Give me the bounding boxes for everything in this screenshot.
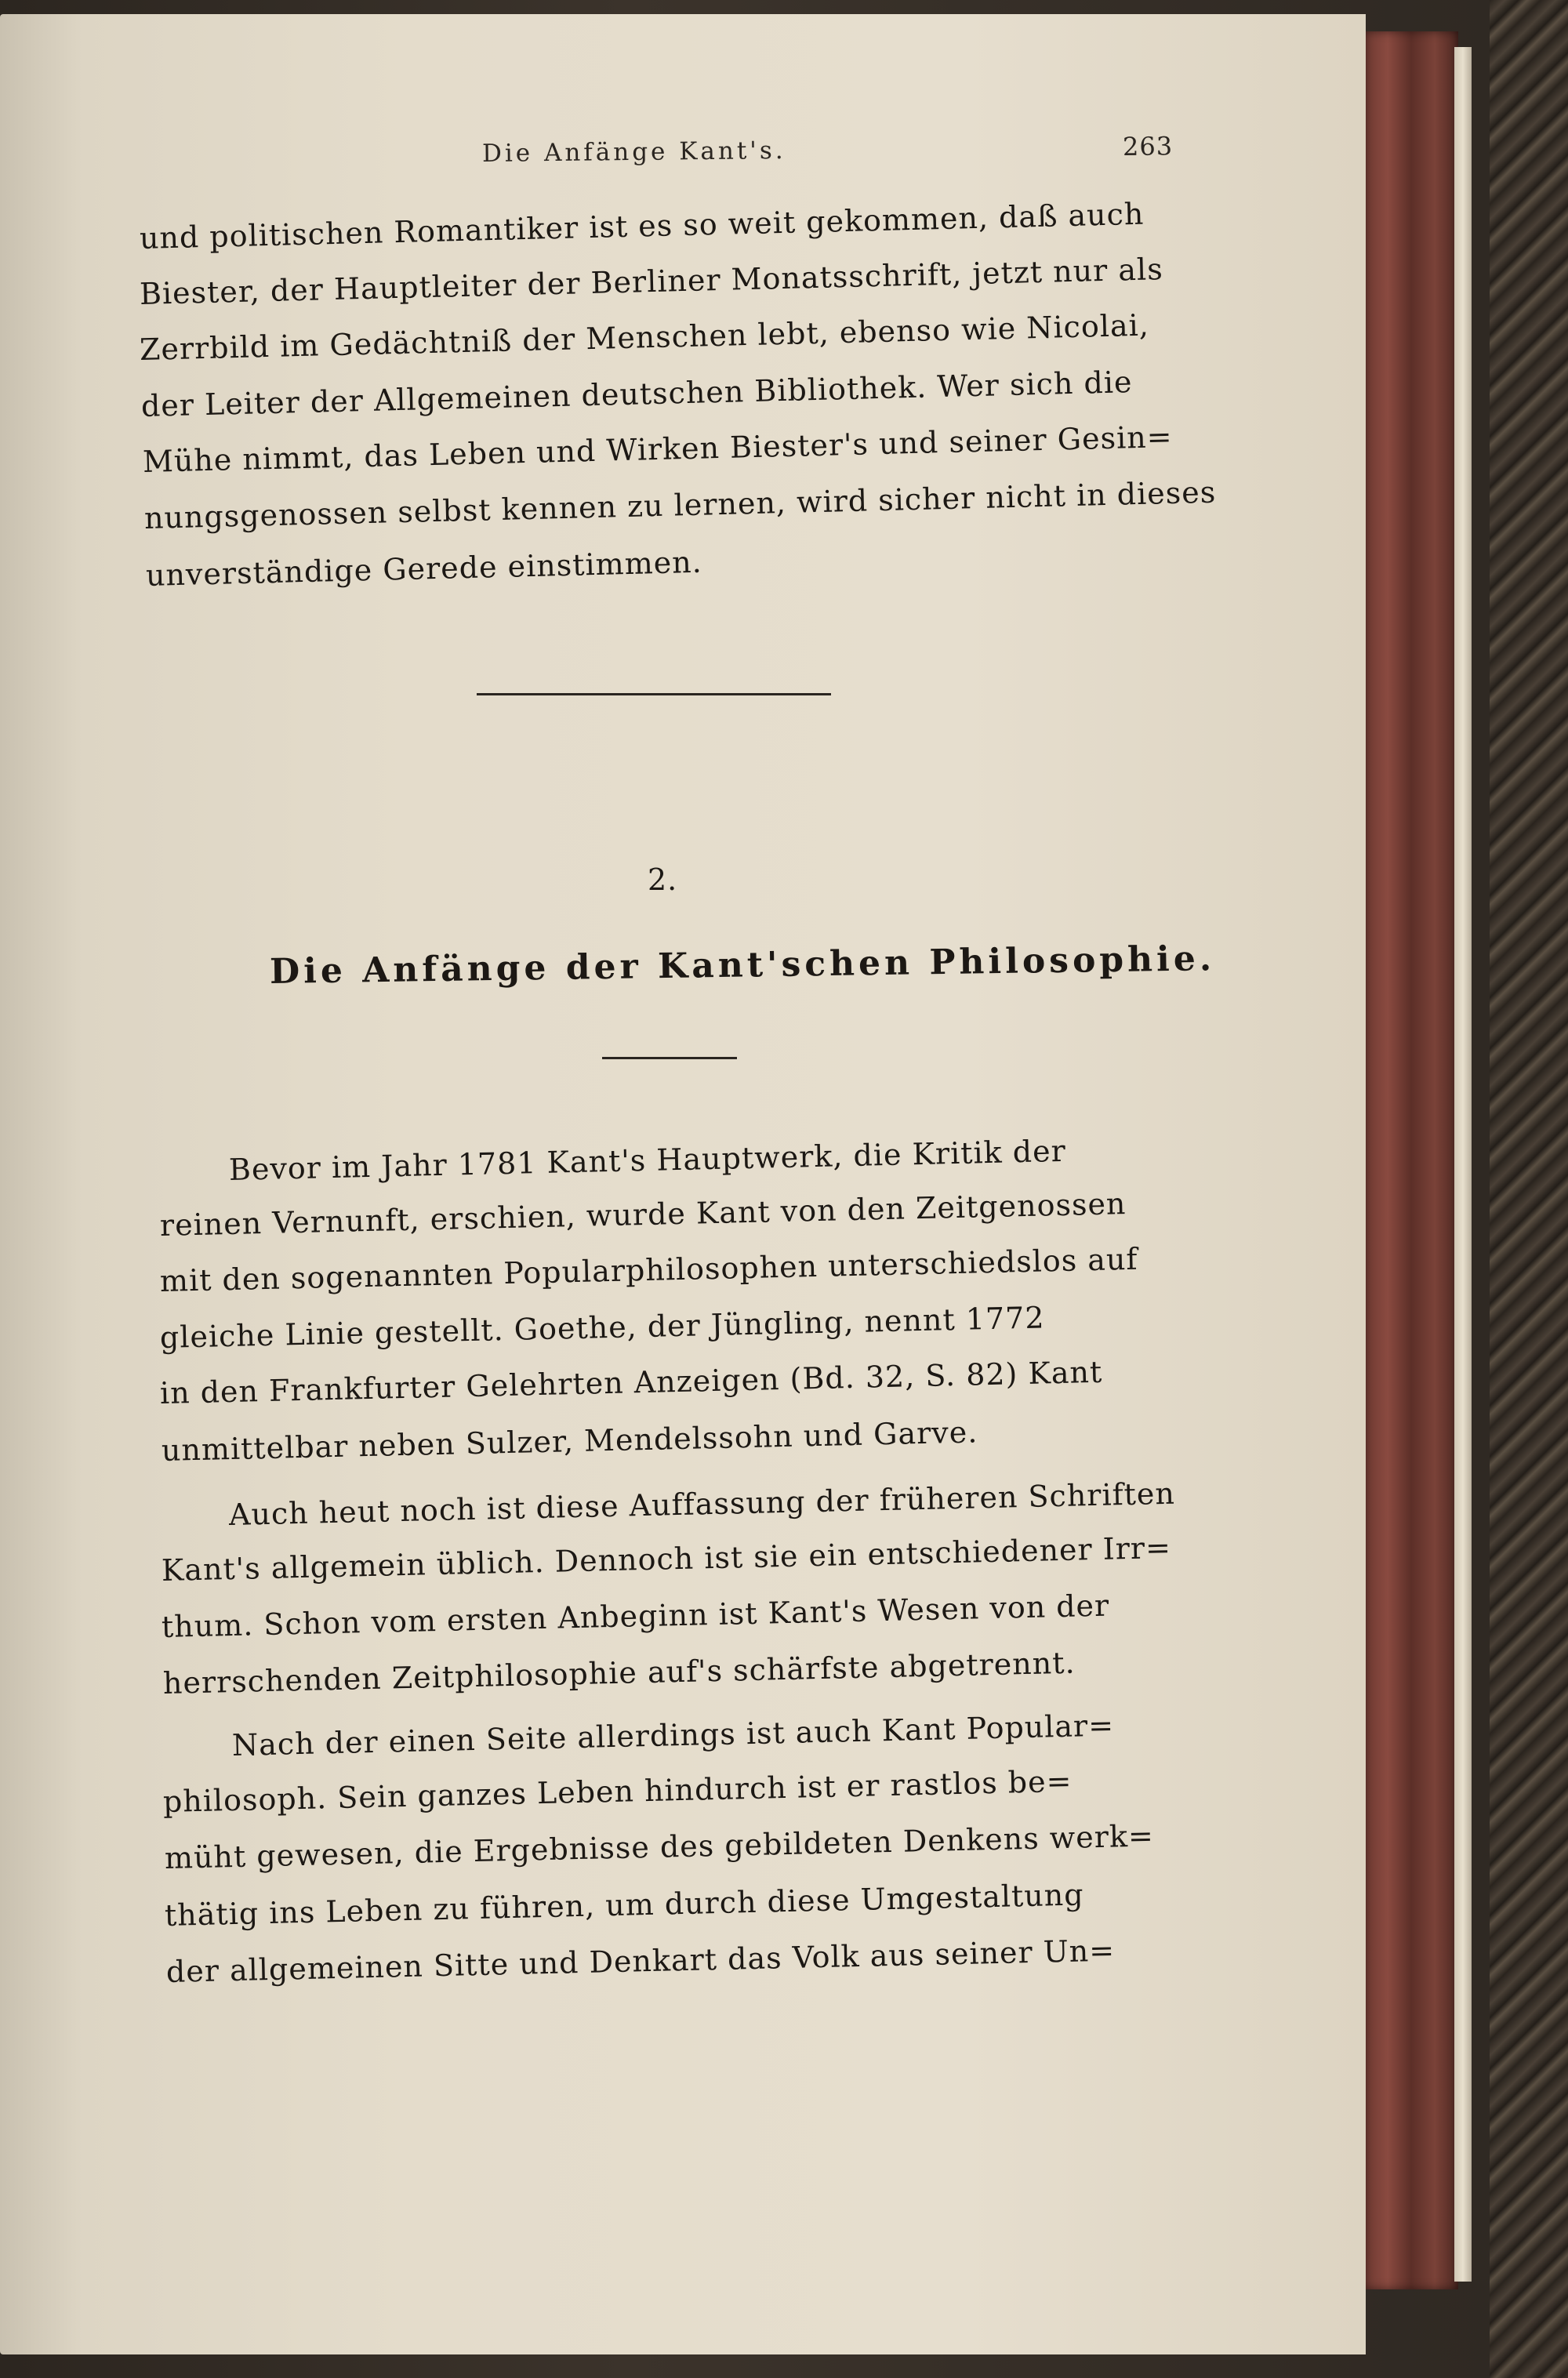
text-line: in den Frankfurter Gelehrten Anzeigen (Bd. 32, S. 82) Kant [159,1354,1103,1410]
text-line: thum. Schon vom ersten Anbeginn ist Kant's Wesen von der [161,1588,1110,1644]
text-line: mit den sogenannten Popularphilosophen unterschiedslos auf [159,1241,1138,1298]
text-line: Nach der einen Seite allerdings ist auch Kant Popular= [231,1708,1115,1763]
text-line: müht gewesen, die Ergebnisse des gebildeten Denkens werk= [164,1818,1155,1875]
text-line: der allgemeinen Sitte und Denkart das Volk aus seiner Un= [165,1933,1116,1989]
text-line: reinen Vernunft, erschien, wurde Kant von den Zeitgenossen [159,1186,1127,1243]
text-line: der Leiter der Allgemeinen deutschen Bibliothek. Wer sich die [140,365,1133,423]
text-line: gleiche Linie gestellt. Goethe, der Jüngling, nennt 1772 [159,1300,1045,1355]
text-line: unverständige Gerede einstimmen. [145,544,703,593]
text-line: Zerrbild im Gedächtniß der Menschen lebt, ebenso wie Nicolai, [139,307,1150,367]
text-line: thätig ins Leben zu führen, um durch diese Umgestaltung [164,1877,1085,1933]
page-block-edge [1364,31,1458,2289]
book-page [0,14,1366,2354]
running-title: Die Anfänge Kant's. [481,136,786,168]
page-number: 263 [1122,131,1174,162]
text-line: und politischen Romantiker ist es so weit gekommen, daß auch [139,196,1145,256]
text-line: herrschenden Zeitphilosophie auf's schärfste abgetrennt. [162,1645,1076,1701]
marbled-book-cover [1490,0,1568,2378]
text-line: Kant's allgemein üblich. Dennoch ist sie ein entschiedener Irr= [161,1530,1172,1588]
text-line: nungsgenossen selbst kennen zu lernen, wird sicher nicht in dieses [143,474,1217,536]
text-line: Mühe nimmt, das Leben und Wirken Biester's und seiner Gesin= [142,419,1174,479]
text-line: Auch heut noch ist diese Auffassung der früheren Schriften [228,1476,1176,1532]
section-title: Die Anfänge der Kant'schen Philosophie. [269,938,1216,992]
text-line: Biester, der Hauptleiter der Berliner Monatsschrift, jetzt nur als [139,252,1164,311]
section-number: 2. [648,862,678,897]
text-line: unmittelbar neben Sulzer, Mendelssohn und Garve. [161,1414,978,1468]
separator-rule [477,693,831,695]
page-block-edge-light [1454,47,1472,2282]
short-rule [602,1057,737,1059]
text-line: philosoph. Sein ganzes Leben hindurch ist er rastlos be= [162,1763,1073,1819]
text-line: Bevor im Jahr 1781 Kant's Hauptwerk, die Kritik der [228,1133,1067,1187]
